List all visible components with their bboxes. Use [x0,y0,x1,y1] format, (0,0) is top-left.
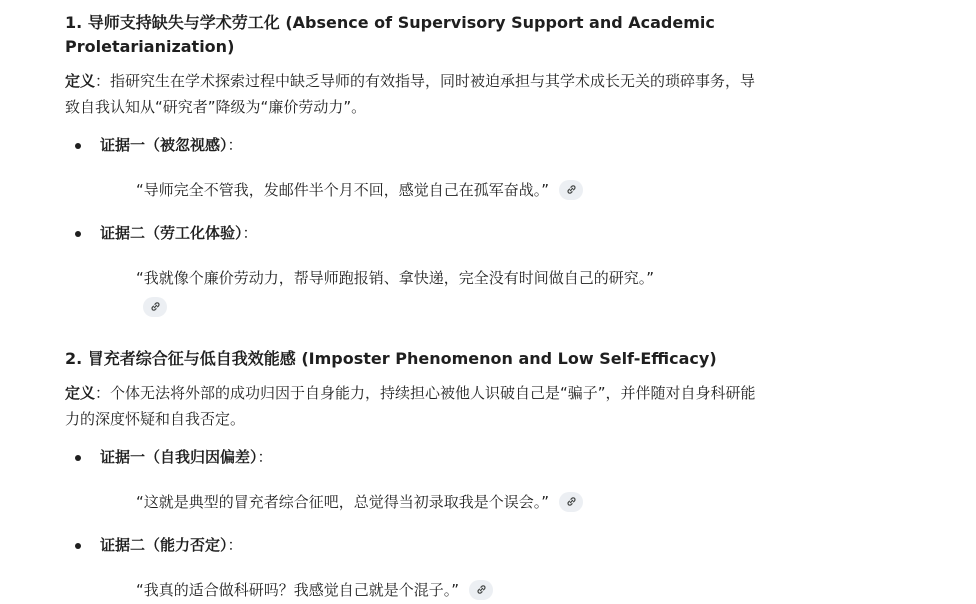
section-2-definition [65,380,760,432]
evidence-suffix: ： [242,224,258,242]
link-icon [566,184,577,195]
evidence-label: 证据一（自我归因偏差） [100,448,258,466]
definition-text: ：指研究生在学术探索过程中缺乏导师的有效指导，同时被迫承担与其学术成长无关的琐碎事务，导致自我认知从“研究者”降级为“廉价劳动力”。 [65,72,756,116]
evidence-label: 证据一（被忽视感） [100,136,228,154]
citation-link-button[interactable] [143,297,167,317]
link-icon [566,496,577,507]
evidence-suffix: ： [257,448,273,466]
link-icon [150,301,161,312]
bullet-icon [75,455,81,461]
link-icon [476,584,487,595]
citation-link-button[interactable] [469,580,493,600]
quote-text: “这就是典型的冒充者综合征吧，总觉得当初录取我是个误会。” [136,492,550,511]
evidence-label: 证据二（劳工化体验） [100,224,243,242]
evidence-quote [136,176,583,203]
bullet-icon [75,143,81,149]
quote-text: “我真的适合做科研吗？我感觉自己就是个混子。” [136,580,460,599]
bullet-icon [75,231,81,237]
bullet-icon [75,543,81,549]
section-2-title: 2. 冒充者综合征与低自我效能感 (Imposter Phenomenon and Low Self-Efficacy) [65,349,717,368]
definition-label: 定义 [65,72,96,90]
citation-row [143,293,167,319]
evidence-quote [136,264,654,291]
section-1-title: 1. 导师支持缺失与学术劳工化 (Absence of Supervisory Support and Academic Proletarianization) [65,13,715,56]
citation-link-button[interactable] [559,492,583,512]
section-1-definition [65,68,760,120]
evidence-suffix: ： [227,136,243,154]
quote-text: “导师完全不管我，发邮件半个月不回，感觉自己在孤军奋战。” [136,180,550,199]
evidence-quote [136,488,583,515]
evidence-label: 证据二（能力否定） [100,536,228,554]
quote-text: “我就像个廉价劳动力，帮导师跑报销、拿快递，完全没有时间做自己的研究。” [136,268,655,287]
definition-text: ：个体无法将外部的成功归因于自身能力，持续担心被他人识破自己是“骗子”，并伴随对自身科研能力的深度怀疑和自我否定。 [65,384,756,428]
evidence-quote [136,576,493,603]
citation-link-button[interactable] [559,180,583,200]
evidence-suffix: ： [227,536,243,554]
definition-label: 定义 [65,384,96,402]
